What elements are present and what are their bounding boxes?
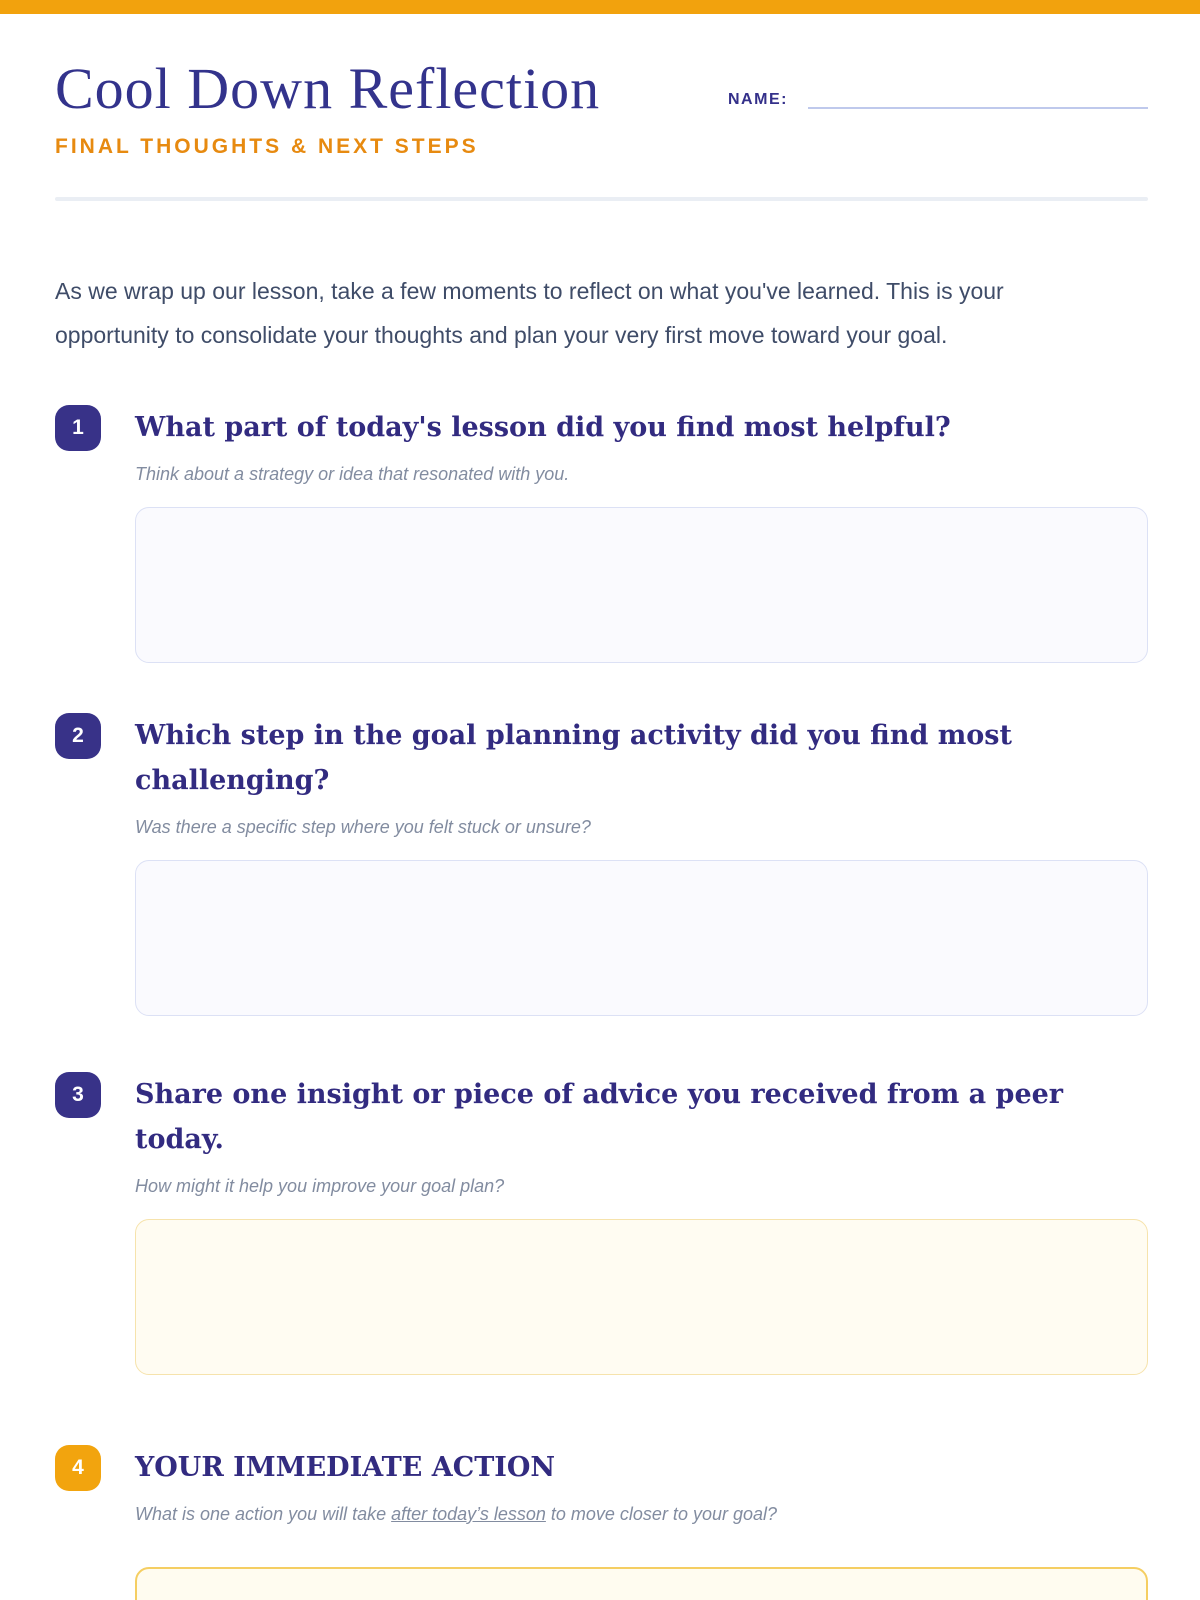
- answer-box-2[interactable]: [135, 860, 1148, 1016]
- question-section-3: [55, 1072, 1148, 1375]
- name-label: NAME:: [728, 90, 788, 108]
- question-section-1: [55, 405, 1148, 663]
- hint-suffix: to move closer to your goal?: [545, 1503, 778, 1524]
- question-hint-4: [135, 1504, 1148, 1525]
- header-divider: [55, 197, 1148, 201]
- question-hint-2: Was there a specific step where you felt stuck or unsure?: [135, 816, 591, 837]
- question-number-badge-4: 4: [55, 1445, 101, 1491]
- question-hint-1: Think about a strategy or idea that resonated with you.: [135, 463, 570, 484]
- question-number-badge-1: 1: [55, 405, 101, 451]
- question-hint-3: How might it help you improve your goal plan?: [135, 1175, 505, 1196]
- name-input-line[interactable]: [808, 87, 1148, 109]
- name-field: [728, 87, 1148, 123]
- question-number-badge-2: 2: [55, 713, 101, 759]
- question-number-badge-3: 3: [55, 1072, 101, 1118]
- answer-box-4[interactable]: [135, 1567, 1148, 1600]
- hint-underlined-text: after today’s lesson: [391, 1503, 546, 1524]
- question-title-1: What part of today's lesson did you find most helpful?: [135, 411, 951, 443]
- page-title: Cool Down Reflection: [55, 56, 601, 121]
- question-section-2: [55, 713, 1148, 1016]
- hint-prefix: What is one action you will take: [135, 1503, 392, 1524]
- answer-box-3[interactable]: [135, 1219, 1148, 1375]
- top-accent-bar: [0, 0, 1200, 14]
- intro-paragraph: As we wrap up our lesson, take a few moments to reflect on what you've learned. This is your opportunity to consolidate your thoughts and plan your very first move toward your goal.: [55, 277, 1004, 348]
- worksheet-page: [0, 56, 1200, 1600]
- question-section-4: [55, 1445, 1148, 1600]
- page-subtitle: FINAL THOUGHTS & NEXT STEPS: [55, 134, 479, 158]
- question-title-2: Which step in the goal planning activity did you find most challenging?: [135, 719, 1012, 796]
- question-title-4: YOUR IMMEDIATE ACTION: [135, 1451, 556, 1483]
- answer-box-1[interactable]: [135, 507, 1148, 663]
- question-title-3: Share one insight or piece of advice you received from a peer today.: [135, 1078, 1064, 1155]
- header: [55, 56, 1148, 123]
